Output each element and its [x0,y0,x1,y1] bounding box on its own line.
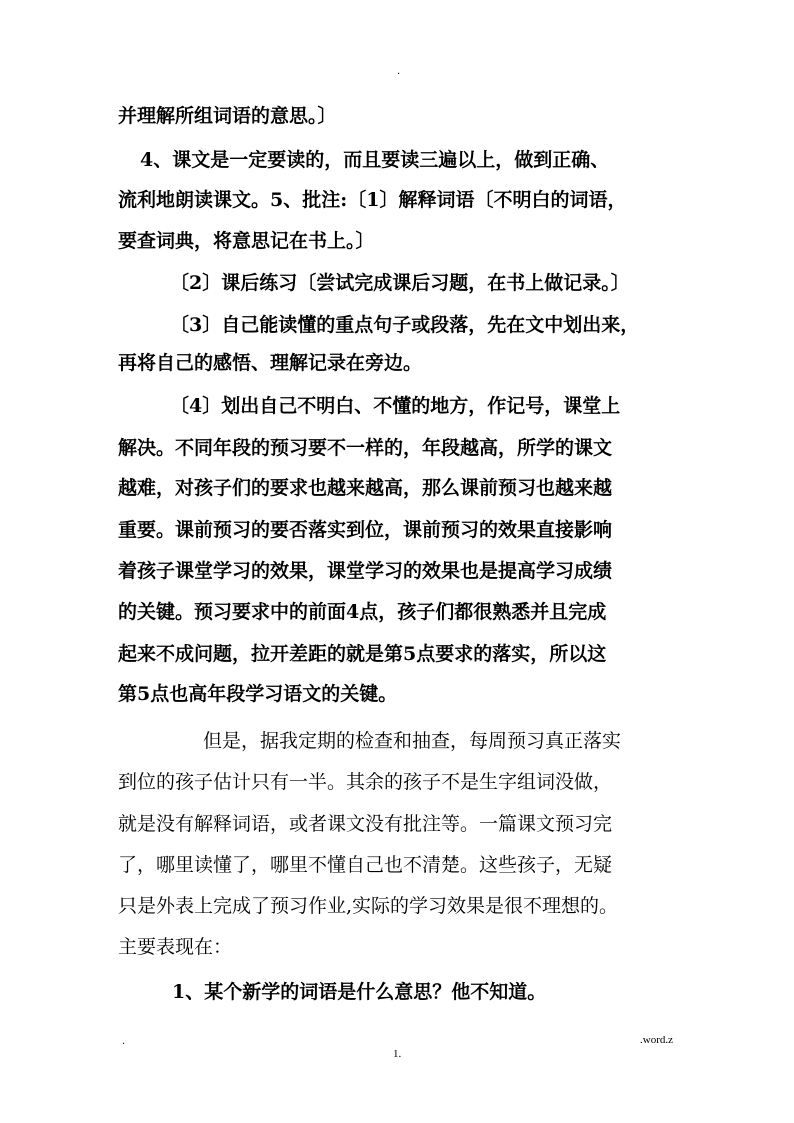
page-number: 1. [393,1048,402,1060]
text-line-8: 〔4〕划出自己不明白、不懂的地方，作记号，课堂上 [170,395,621,417]
text-line-3: 流利地朗读课文。5、批注:〔1〕解释词语〔不明白的词语， [118,189,627,211]
text-line-15: 第5点也高年段学习语文的关键。 [118,683,398,705]
text-line-7: 再将自己的感悟、理解记录在旁边。 [118,352,423,374]
text-line-14: 起来不成问题，拉开差距的就是第5点要求的落实，所以这 [118,643,607,665]
text-line-12: 着孩子课堂学习的效果，课堂学习的效果也是提高学习成绩 [118,560,613,582]
text-line-22: 1、某个新学的词语是什么意思？他不知道。 [172,981,547,1003]
text-line-17: 到位的孩子估计只有一半。其余的孩子不是生字组词没做， [118,771,613,793]
text-line-5: 〔2〕课后练习〔尝试完成课后习题，在书上做记录。〕 [170,272,630,294]
text-line-11: 重要。课前预习的要否落实到位，课前预习的效果直接影响 [118,519,613,541]
text-line-13: 的关键。预习要求中的前面4点，孩子们都很熟悉并且完成 [118,601,607,623]
text-line-4: 要查词典，将意思记在书上。〕 [118,230,375,252]
text-line-16: 但是，据我定期的检查和抽查，每周预习真正落实 [203,730,622,752]
text-line-10: 越难，对孩子们的要求也越来越高，那么课前预习也越来越 [118,477,613,499]
text-line-20: 只是外表上完成了预习作业,实际的学习效果是很不理想的。 [118,895,619,917]
text-line-2: 4、课文是一定要读的，而且要读三遍以上，做到正确、 [140,149,610,171]
footer-watermark-text: .word.z [640,1034,673,1046]
text-line-21: 主要表现在： [118,936,233,958]
text-line-19: 了，哪里读懂了，哪里不懂自己也不清楚。这些孩子，无疑 [118,854,613,876]
header-mark: . [397,66,401,77]
text-line-1: 并理解所组词语的意思。〕 [118,105,337,127]
text-line-6: 〔3〕自己能读懂的重点句子或段落，先在文中划出来， [170,314,640,336]
text-line-18: 就是没有解释词语，或者课文没有批注等。一篇课文预习完 [118,813,613,835]
footer-left-mark: . [122,1036,126,1047]
text-line-9: 解决。不同年段的预习要不一样的，年段越高，所学的课文 [118,437,613,459]
